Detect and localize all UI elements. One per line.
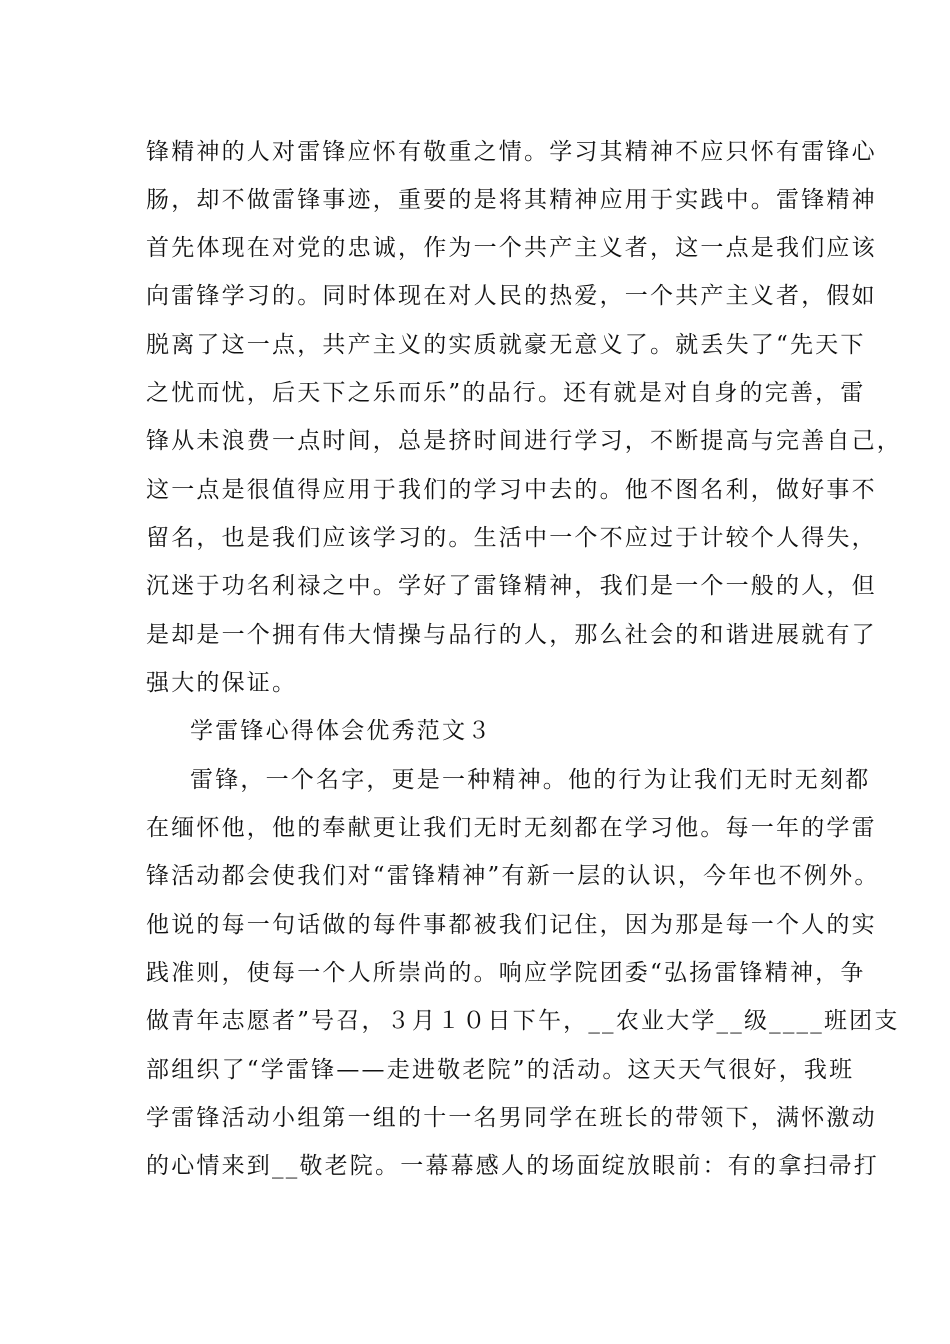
paragraph-line: 学雷锋活动小组第一组的十一名男同学在班长的带领下，满怀激动 [146,1105,877,1131]
paragraph-line: 做青年志愿者”号召，３月１０日下午，__农业大学__级____班团支 [146,1008,900,1034]
paragraph-line: 锋从未浪费一点时间，总是挤时间进行学习，不断提高与完善自己， [146,428,902,454]
paragraph-line: 是却是一个拥有伟大情操与品行的人，那么社会的和谐进展就有了 [146,622,877,648]
paragraph-line: 留名，也是我们应该学习的。生活中一个不应过于计较个人得失， [146,525,877,551]
paragraph-line: 脱离了这一点，共产主义的实质就豪无意义了。就丢失了“先天下 [146,332,866,358]
paragraph-line: 肠，却不做雷锋事迹，重要的是将其精神应用于实践中。雷锋精神 [146,187,877,213]
paragraph-line: 沉迷于功名利禄之中。学好了雷锋精神，我们是一个一般的人，但 [146,573,877,599]
section-heading: 学雷锋心得体会优秀范文３ [190,718,493,744]
paragraph-line: 雷锋，一个名字，更是一种精神。他的行为让我们无时无刻都 [190,767,871,793]
paragraph-line: 这一点是很值得应用于我们的学习中去的。他不图名利，做好事不 [146,477,877,503]
paragraph-line: 之忧而忧，后天下之乐而乐”的品行。还有就是对自身的完善，雷 [146,380,866,406]
paragraph-line: 强大的保证。 [146,670,298,696]
paragraph-line: 首先体现在对党的忠诚，作为一个共产主义者，这一点是我们应该 [146,235,877,261]
paragraph-line: 践准则，使每一个人所崇尚的。响应学院团委“弘扬雷锋精神，争 [146,960,866,986]
paragraph-line: 锋精神的人对雷锋应怀有敬重之情。学习其精神不应只怀有雷锋心 [146,139,877,165]
paragraph-line: 的心情来到__敬老院。一幕幕感人的场面绽放眼前：有的拿扫帚打 [146,1153,879,1179]
paragraph-line: 他说的每一句话做的每件事都被我们记住，因为那是每一个人的实 [146,912,877,938]
paragraph-line: 锋活动都会使我们对“雷锋精神”有新一层的认识，今年也不例外。 [146,863,880,889]
paragraph-line: 部组织了“学雷锋——走进敬老院”的活动。这天天气很好，我班 [146,1057,855,1083]
paragraph-line: 向雷锋学习的。同时体现在对人民的热爱，一个共产主义者，假如 [146,283,877,309]
paragraph-line: 在缅怀他，他的奉献更让我们无时无刻都在学习他。每一年的学雷 [146,815,877,841]
